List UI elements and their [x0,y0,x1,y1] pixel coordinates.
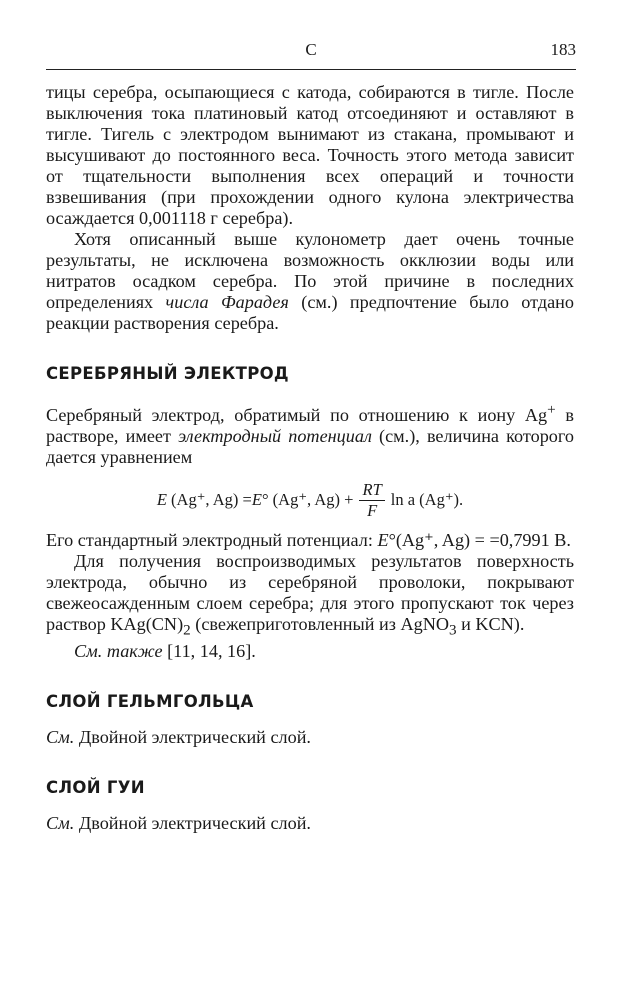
silver-see-also: См. также [11, 14, 16]. [74,640,256,661]
page-number: 183 [550,40,576,59]
intro-paragraph-2: Хотя описанный выше кулонометр дает очень точные результаты, не исключена возможность окклюзии воды или нитратов осадком серебра. По этой причине в последних определениях числа Фарадея (см.) предпочтение было отдано реакции растворения серебра. [46,229,575,333]
nernst-equation: E (Ag⁺, Ag) = E ° (Ag⁺, Ag) + $\frac{RT}{F}$ ln a (Ag⁺). [156,479,464,520]
section-letter: С [305,40,317,59]
gouy-see: См. Двойной электрический слой. [46,812,311,833]
cross-reference-faraday: числа Фарадея [165,292,289,312]
heading-helmholtz-layer: СЛОЙ ГЕЛЬМГОЛЬЦА [46,691,254,711]
helmholtz-see: См. Двойной электрический слой. [46,726,311,747]
cross-reference-electrode-potential: электродный потенциал [178,426,372,447]
intro-paragraph-1: тицы серебра, осыпающиеся с катода, собираются в тигле. После выключения тока платиновый катод отсоединяют и оставляют в тигле. Тигель с электродом вынимают из стакана, промывают и высушивают до постоянного веса. Точность этого метода зависит от тщательности выполнения всех операций и точности взвешивания (при прохождении одного кулона электричества осаждается 0,001118 г серебра). [46,82,574,228]
header-rule [46,69,576,70]
rt-over-f-fraction: $\frac{RT}{F}$ [359,480,384,521]
silver-paragraph-1: Серебряный электрод, обратимый по отношению к иону Ag+ в растворе, имеет электродный потенциал (см.), величина которого дается уравнением [46,401,574,468]
page-body [46,82,574,834]
silver-paragraph-3: Для получения воспроизводимых результатов поверхность электрода, обычно из серебряной проволоки, покрывают свежеосажденным слоем серебра; для этого пропускают ток через раствор $KAg(CN)_2$ (свежеприготовленный из AgNO$_3$ и KCN). [46,551,574,639]
page-header [46,40,576,64]
silver-paragraph-2: Его стандартный электродный потенциал: E°(Ag⁺, Ag) = =0,7991 В. [46,530,571,551]
heading-silver-electrode: СЕРЕБРЯНЫЙ ЭЛЕКТРОД [46,364,289,383]
heading-gouy-layer: СЛОЙ ГУИ [46,777,145,797]
